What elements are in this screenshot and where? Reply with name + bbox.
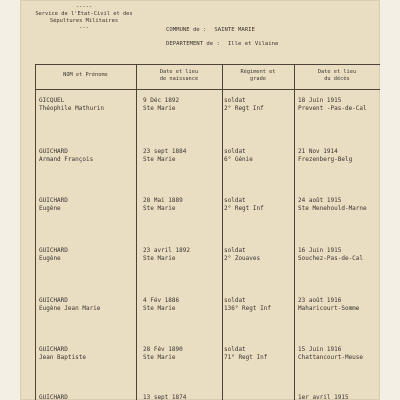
birth-cell: 23 avril 1892 Ste Marie (143, 247, 190, 262)
name-cell: GUICHARD Eugène (39, 197, 68, 212)
column-header-regiment: Régiment et grade (240, 69, 276, 82)
service-line-1: Service de l'Etat-Civil et des (35, 11, 133, 17)
service-header (34, 4, 134, 32)
regiment-cell: soldat 2° Regt Inf (224, 97, 264, 112)
table-row (35, 346, 380, 394)
table-top-border (35, 64, 380, 65)
name-cell: GUICHARD Eugène (39, 247, 68, 262)
death-cell: 23 août 1916 Maharicourt-Somme (298, 297, 360, 312)
table-row (35, 247, 380, 295)
commune-label: COMMUNE de : (166, 27, 207, 33)
birth-cell: 13 sept 1874 (143, 394, 187, 400)
death-cell: 16 Juin 1915 Souchez-Pas-de-Cal (298, 247, 364, 262)
regiment-cell: soldat 6° Génie (224, 148, 253, 163)
records-table (35, 64, 380, 400)
commune-line (166, 27, 255, 33)
document-page (20, 0, 380, 400)
name-cell: GICQUEL Théophile Mathurin (39, 97, 105, 112)
birth-cell: 28 Mai 1889 Ste Marie (143, 197, 183, 212)
column-header-birth: Date et lieu de naissance (159, 69, 199, 82)
birth-cell: 4 Fév 1886 Ste Marie (143, 297, 180, 312)
table-row (35, 148, 380, 196)
birth-cell: 9 Déc 1892 Ste Marie (143, 97, 180, 112)
column-header-death: Date et lieu du décès (317, 69, 357, 82)
death-cell: 24 août 1915 Ste Menehould-Marne (298, 197, 367, 212)
name-cell: GUICHARD Jean Baptiste (39, 346, 86, 361)
table-row (35, 394, 380, 400)
column-header-name: NOM et Prénoms (63, 72, 108, 78)
header-bottom-border (35, 89, 380, 90)
commune-value: SAINTE MARIE (214, 27, 255, 33)
service-line-2: Sépultures Militaires (49, 18, 119, 24)
table-row (35, 197, 380, 245)
departement-line (166, 41, 278, 47)
death-cell: 21 Nov 1914 Frezenberg-Belg (298, 148, 353, 163)
service-bottom-rule: --- (79, 25, 89, 31)
departement-label: DEPARTEMENT de : (166, 41, 220, 47)
birth-cell: 23 sept 1884 Ste Marie (143, 148, 187, 163)
death-cell: 15 Juin 1916 Chattancourt-Meuse (298, 346, 364, 361)
departement-value: Ille et Vilaine (227, 41, 279, 47)
table-row (35, 297, 380, 345)
regiment-cell: soldat 136° Regt Inf (224, 297, 271, 312)
name-cell: GUICHARD (39, 394, 68, 400)
name-cell: GUICHARD Eugène Jean Marie (39, 297, 101, 312)
table-row (35, 97, 380, 145)
death-cell: 18 Juin 1915 Prevent -Pas-de-Cal (298, 97, 367, 112)
service-top-rule: ----- (75, 4, 93, 10)
birth-cell: 28 Fév 1890 Ste Marie (143, 346, 183, 361)
regiment-cell: soldat 71° Regt Inf (224, 346, 268, 361)
death-cell: 1er avril 1915 (298, 394, 349, 400)
name-cell: GUICHARD Armand François (39, 148, 94, 163)
regiment-cell: soldat 2° Regt Inf (224, 197, 264, 212)
regiment-cell: soldat 2° Zouaves (224, 247, 261, 262)
